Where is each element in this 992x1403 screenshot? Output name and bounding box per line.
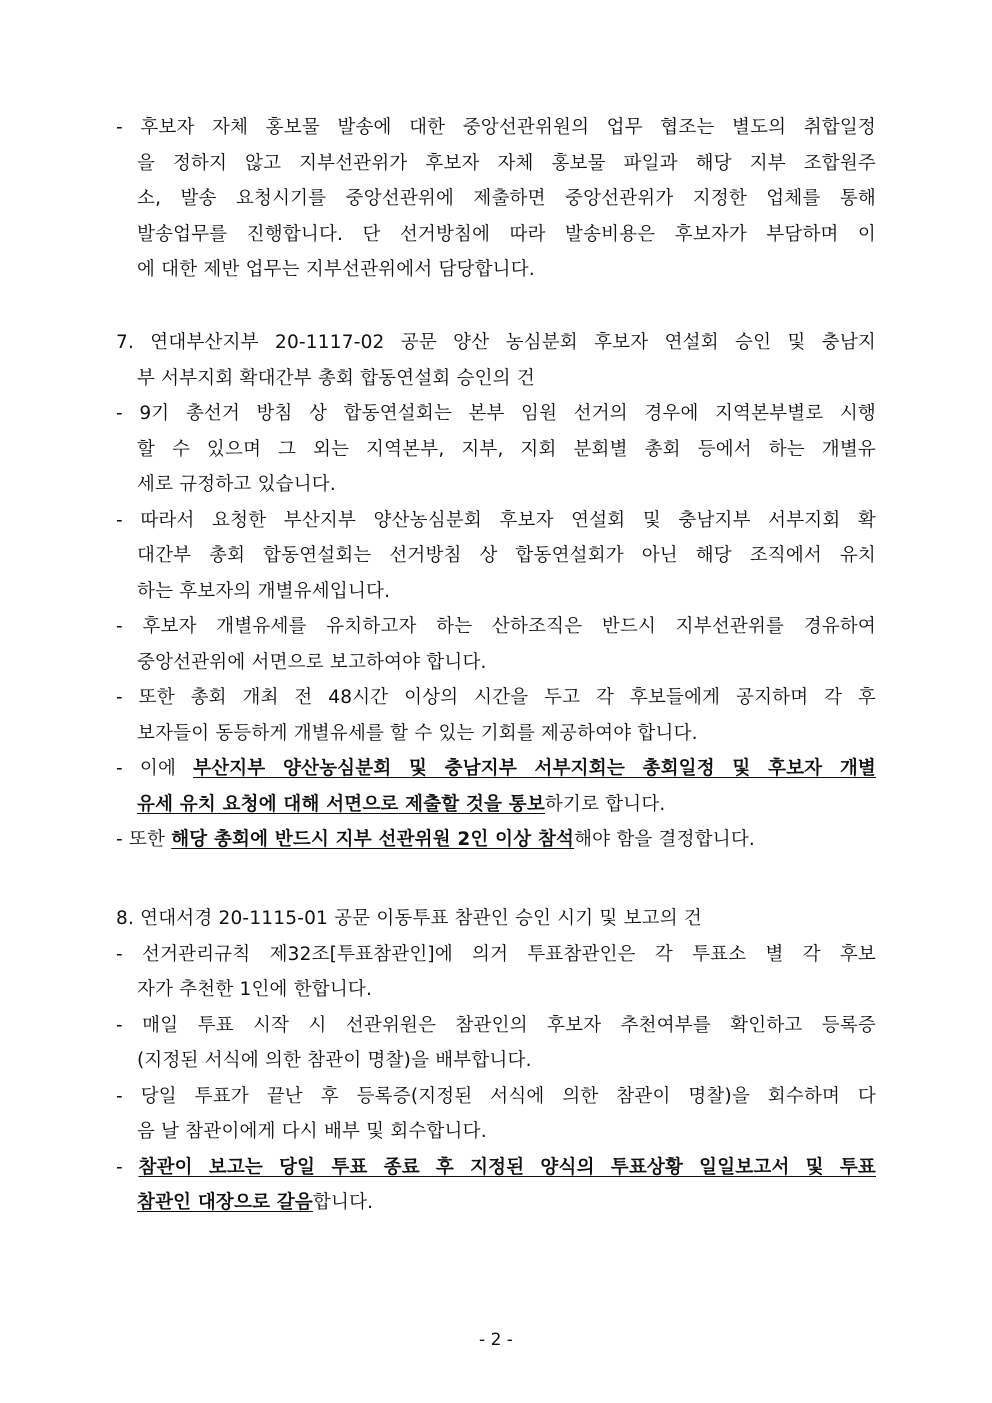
bullet-suffix: 해야 함을 결정합니다. (574, 829, 755, 850)
emphasis-text: 참관이 보고는 당일 투표 종료 후 지정된 양식의 투표상황 일일보고서 및 투표 (138, 1156, 876, 1178)
section-7-title-cont: 부 서부지회 확대간부 총회 합동연설회 승인의 건 (137, 367, 535, 389)
bullet-line (116, 751, 876, 787)
bullet-line: - 따라서 요청한 부산지부 양산농심분회 후보자 연설회 및 충남지부 서부지회 확 (116, 509, 876, 531)
intro-line: 에 대한 제반 업무는 지부선관위에서 담당합니다. (137, 259, 535, 280)
bullet-line (116, 1185, 876, 1221)
intro-line: 소, 발송 요청시기를 중앙선관위에 제출하면 중앙선관위가 지정한 업체를 통해 (137, 188, 876, 209)
bullet-line: 세로 규정하고 있습니다. (137, 474, 336, 495)
section-7-title: 7. 연대부산지부 20-1117-02 공문 양산 농심분회 후보자 연설회 승인 및 충남지 (116, 332, 876, 353)
intro-line: 발송업무를 진행합니다. 단 선거방침에 따라 발송비용은 후보자가 부담하며 이 (137, 223, 876, 245)
section-8-title: 8. 연대서경 20-1115-01 공문 이동투표 참관인 승인 시기 및 보고의 건 (116, 908, 702, 929)
emphasis-text: 부산지부 양산농심분회 및 충남지부 서부지회는 총회일정 및 후보자 개별 (193, 758, 876, 779)
bullet-line (116, 787, 876, 823)
bullet-prefix: - (116, 1156, 139, 1178)
bullet-line: 중앙선관위에 서면으로 보고하여야 합니다. (137, 651, 487, 673)
section-8 (116, 901, 876, 1221)
intro-line: 을 정하지 않고 지부선관위가 후보자 자체 홍보물 파일과 해당 지부 조합원주 (137, 152, 876, 174)
bullet-line: 하는 후보자의 개별유세입니다. (137, 580, 391, 602)
bullet-line: - 후보자 개별유세를 유치하고자 하는 산하조직은 반드시 지부선관위를 경유하여 (116, 616, 876, 637)
bullet-line (116, 822, 876, 858)
bullet-line: - 선거관리규칙 제32조[투표참관인]에 의거 투표참관인은 각 투표소 별 각 후보 (116, 943, 876, 965)
bullet-prefix: - 또한 (116, 829, 172, 850)
bullet-prefix: - 이에 (116, 758, 194, 779)
bullet-line (116, 1150, 876, 1186)
bullet-suffix: 합니다. (312, 1192, 374, 1213)
bullet-line: 대간부 총회 합동연설회는 선거방침 상 합동연설회가 아닌 해당 조직에서 유치 (137, 545, 876, 566)
bullet-line: - 또한 총회 개최 전 48시간 이상의 시간을 두고 각 후보들에게 공지하며 각 후 (116, 687, 876, 708)
intro-paragraph (116, 110, 876, 288)
bullet-line: 할 수 있으며 그 외는 지역본부, 지부, 지회 분회별 총회 등에서 하는 개별유 (137, 438, 876, 460)
emphasis-text: 참관인 대장으로 갈음 (137, 1192, 313, 1213)
bullet-line: 자가 추천한 1인에 한합니다. (137, 979, 373, 1000)
bullet-suffix: 하기로 합니다. (544, 793, 666, 815)
bullet-line: - 9기 총선거 방침 상 합동연설회는 본부 임원 선거의 경우에 지역본부별로 시행 (116, 403, 876, 424)
page-number: - 2 - (479, 1330, 513, 1350)
bullet-line: 음 날 참관이에게 다시 배부 및 회수합니다. (137, 1121, 487, 1142)
bullet-line: 보자들이 동등하게 개별유세를 할 수 있는 기회를 제공하여야 합니다. (137, 722, 698, 744)
bullet-line: - 매일 투표 시작 시 선관위원은 참관인의 후보자 추천여부를 확인하고 등록증 (116, 1014, 876, 1036)
emphasis-text: 유세 유치 요청에 대해 서면으로 제출할 것을 통보 (137, 793, 545, 815)
emphasis-text: 해당 총회에 반드시 지부 선관위원 2인 이상 참석 (171, 829, 575, 850)
bullet-line: (지정된 서식에 의한 참관이 명찰)을 배부합니다. (137, 1050, 532, 1071)
intro-line: - 후보자 자체 홍보물 발송에 대한 중앙선관위원의 업무 협조는 별도의 취합일정 (116, 117, 876, 138)
section-7 (116, 325, 876, 858)
bullet-line: - 당일 투표가 끝난 후 등록증(지정된 서식에 의한 참관이 명찰)을 회수하며 다 (116, 1085, 876, 1107)
